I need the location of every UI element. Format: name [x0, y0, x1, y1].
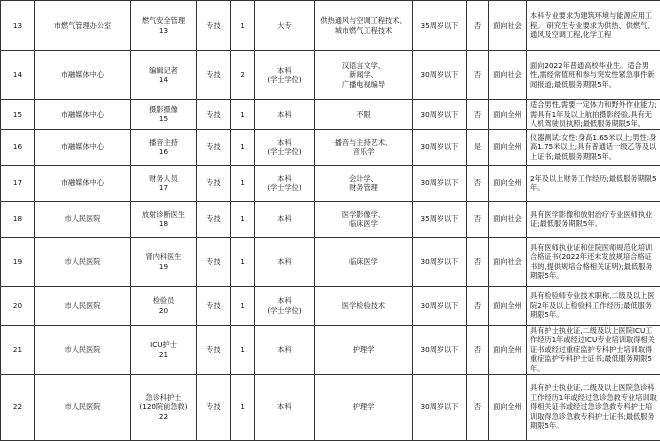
requirements-cell: 具有检验师专业技术职称,二级及以上医院2年及以上检验科工作经历;最低服务期限5年。: [527, 286, 660, 325]
requirements-cell: 本科专业要求为建筑环境与能源应用工程。 研究生专业要求为供热、供燃气、通风及空调工程,化学工程: [527, 1, 660, 51]
row-number-cell: 20: [1, 286, 35, 325]
post-category-cell: 专技: [197, 100, 231, 130]
post-category-cell: 专技: [197, 325, 231, 374]
table-row: [1, 100, 660, 130]
age-limit-cell: 30周岁以下: [413, 325, 467, 374]
age-limit-cell: 30周岁以下: [413, 129, 467, 165]
recruit-scope-cell: 面向全州: [489, 325, 527, 374]
post-category-cell: 专技: [197, 1, 231, 51]
education-cell: 本科 (学士学位): [255, 286, 315, 325]
education-cell: 本科 (学士学位): [255, 51, 315, 100]
party-member-cell: 否: [467, 51, 489, 100]
table-row: [1, 1, 660, 51]
hire-count-cell: 1: [231, 201, 255, 237]
unit-name-cell: 市融媒体中心: [35, 100, 131, 130]
party-member-cell: 是: [467, 129, 489, 165]
major-cell: 汉语言文学、 新闻学、 广播电视编导: [315, 51, 413, 100]
post-name-cell: 播音主持 16: [131, 129, 197, 165]
post-category-cell: 专技: [197, 237, 231, 286]
party-member-cell: 否: [467, 201, 489, 237]
post-name-cell: 财务人员 17: [131, 165, 197, 201]
recruit-scope-cell: 面向全州: [489, 374, 527, 440]
education-cell: 本科 (学士学位): [255, 165, 315, 201]
education-cell: 大专: [255, 1, 315, 51]
age-limit-cell: 35周岁以下: [413, 201, 467, 237]
post-name-cell: 燃气安全管理 13: [131, 1, 197, 51]
table-row: [1, 325, 660, 374]
requirements-cell: 面向2022年普通高校毕业生。适合男性,需经常值班和参与突发性紧急事件新闻报道;最低服务期限5年。: [527, 51, 660, 100]
requirements-cell: 适合男性,需要一定体力和野外作业能力;需具有1年及以上航拍摄影经验,具有无人机驾驶员执照;最低服务期限5年。: [527, 100, 660, 130]
hire-count-cell: 1: [231, 129, 255, 165]
age-limit-cell: 30周岁以下: [413, 100, 467, 130]
party-member-cell: 否: [467, 1, 489, 51]
recruit-scope-cell: 面向全州: [489, 286, 527, 325]
table-row: [1, 286, 660, 325]
unit-name-cell: 市人民医院: [35, 237, 131, 286]
post-name-cell: 放射诊断医生 18: [131, 201, 197, 237]
table-row: [1, 51, 660, 100]
party-member-cell: 否: [467, 100, 489, 130]
recruit-scope-cell: 面向社会: [489, 237, 527, 286]
post-name-cell: 急诊科护士 (120院前急救) 22: [131, 374, 197, 440]
unit-name-cell: 市融媒体中心: [35, 165, 131, 201]
party-member-cell: 否: [467, 374, 489, 440]
recruit-scope-cell: 面向全州: [489, 129, 527, 165]
unit-name-cell: 市人民医院: [35, 201, 131, 237]
unit-name-cell: 市融媒体中心: [35, 129, 131, 165]
major-cell: 护理学: [315, 325, 413, 374]
major-cell: 医学检验技术: [315, 286, 413, 325]
requirements-cell: 具有护士执业证,二级及以上医院急诊科工作经历1年或经过急诊急救专业培训取得相关证书或经过急诊急救专科护士培训取得急诊急救专科护士证书;最低服务期限5年。: [527, 374, 660, 440]
row-number-cell: 19: [1, 237, 35, 286]
age-limit-cell: 30周岁以下: [413, 165, 467, 201]
post-category-cell: 专技: [197, 165, 231, 201]
age-limit-cell: 30周岁以下: [413, 374, 467, 440]
row-number-cell: 15: [1, 100, 35, 130]
requirements-cell: 具有医师执业证和住院医师规范化培训合格证书(2022年还未发放规培合格证书的,提供规培合格相关证明);最低服务期限5年。: [527, 237, 660, 286]
row-number-cell: 17: [1, 165, 35, 201]
age-limit-cell: 30周岁以下: [413, 286, 467, 325]
row-number-cell: 16: [1, 129, 35, 165]
hire-count-cell: 1: [231, 165, 255, 201]
row-number-cell: 22: [1, 374, 35, 440]
major-cell: 不限: [315, 100, 413, 130]
post-name-cell: 检验员 20: [131, 286, 197, 325]
education-cell: 本科 (学士学位): [255, 129, 315, 165]
party-member-cell: 否: [467, 237, 489, 286]
age-limit-cell: 30周岁以下: [413, 237, 467, 286]
unit-name-cell: 市融媒体中心: [35, 51, 131, 100]
requirements-cell: 具有医学影像和放射治疗专业医师执业证;最低服务期限5年。: [527, 201, 660, 237]
table-row: [1, 374, 660, 440]
recruit-scope-cell: 面向社会: [489, 1, 527, 51]
table-row: [1, 201, 660, 237]
hire-count-cell: 1: [231, 374, 255, 440]
post-category-cell: 专技: [197, 374, 231, 440]
row-number-cell: 13: [1, 1, 35, 51]
hire-count-cell: 1: [231, 286, 255, 325]
education-cell: 本科: [255, 100, 315, 130]
unit-name-cell: 市人民医院: [35, 286, 131, 325]
hire-count-cell: 1: [231, 100, 255, 130]
post-name-cell: 摄影摄像 15: [131, 100, 197, 130]
party-member-cell: 否: [467, 286, 489, 325]
hire-count-cell: 1: [231, 325, 255, 374]
recruit-scope-cell: 面向社会: [489, 51, 527, 100]
education-cell: 本科: [255, 237, 315, 286]
row-number-cell: 21: [1, 325, 35, 374]
requirements-cell: 具有护士执业证,二级及以上医院ICU工作经历1年或经过ICU专业培训取得相关证书或经过重症监护专科护士培训取得重症监护专科护士证书;最低服务期限5年。: [527, 325, 660, 374]
post-name-cell: 肾内科医生 19: [131, 237, 197, 286]
post-name-cell: 编辑记者 14: [131, 51, 197, 100]
post-name-cell: ICU护士 21: [131, 325, 197, 374]
post-category-cell: 专技: [197, 51, 231, 100]
recruit-scope-cell: 面向全州: [489, 165, 527, 201]
requirements-cell: 仪器测试:女性:身高1.65米以上;男性:身高1.75米以上;具有普通话一级乙等及以上证书;最低服务期限5年。: [527, 129, 660, 165]
table-row: [1, 129, 660, 165]
party-member-cell: 否: [467, 165, 489, 201]
age-limit-cell: 35周岁以下: [413, 1, 467, 51]
unit-name-cell: 市燃气管理办公室: [35, 1, 131, 51]
major-cell: 会计学、 财务管理: [315, 165, 413, 201]
unit-name-cell: 市人民医院: [35, 374, 131, 440]
party-member-cell: 否: [467, 325, 489, 374]
major-cell: 供热通风与空调工程技术、 城市燃气工程技术: [315, 1, 413, 51]
hire-count-cell: 1: [231, 237, 255, 286]
education-cell: 本科: [255, 374, 315, 440]
table-row: [1, 165, 660, 201]
requirements-cell: 2年及以上财务工作经历;最低服务期限5年。: [527, 165, 660, 201]
major-cell: 临床医学: [315, 237, 413, 286]
post-category-cell: 专技: [197, 201, 231, 237]
recruit-scope-cell: 面向全州: [489, 100, 527, 130]
hire-count-cell: 2: [231, 51, 255, 100]
recruit-scope-cell: 面向社会: [489, 201, 527, 237]
row-number-cell: 18: [1, 201, 35, 237]
major-cell: 医学影像学、 临床医学: [315, 201, 413, 237]
education-cell: 本科: [255, 325, 315, 374]
hire-count-cell: 1: [231, 1, 255, 51]
row-number-cell: 14: [1, 51, 35, 100]
age-limit-cell: 30周岁以下: [413, 51, 467, 100]
education-cell: 本科: [255, 201, 315, 237]
table-row: [1, 237, 660, 286]
major-cell: 播音与主持艺术、 音乐学: [315, 129, 413, 165]
post-category-cell: 专技: [197, 286, 231, 325]
major-cell: 护理学: [315, 374, 413, 440]
unit-name-cell: 市人民医院: [35, 325, 131, 374]
post-category-cell: 专技: [197, 129, 231, 165]
